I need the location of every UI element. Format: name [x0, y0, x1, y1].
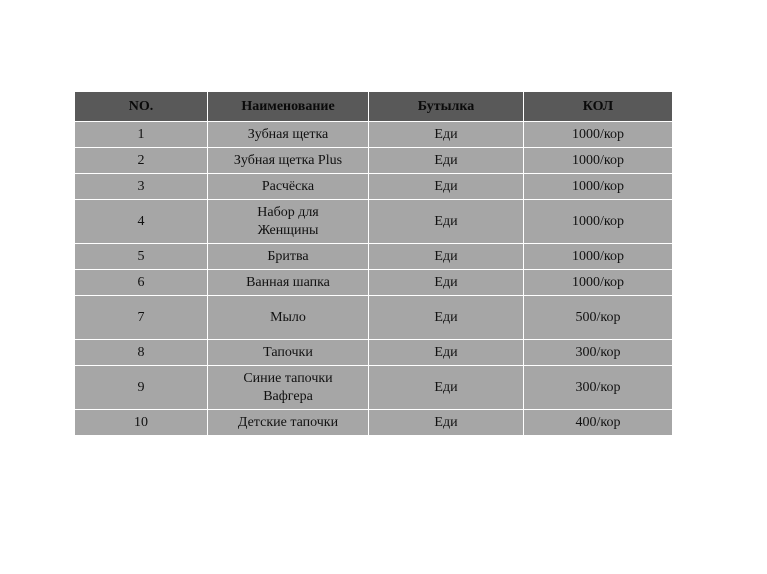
cell-bottle: Еди [369, 122, 524, 148]
cell-no: 10 [75, 410, 208, 436]
cell-name [208, 270, 369, 296]
cell-qty: 1000/кор [524, 244, 673, 270]
cell-bottle: Еди [369, 366, 524, 410]
cell-qty: 1000/кор [524, 174, 673, 200]
cell-qty: 1000/кор [524, 122, 673, 148]
cell-qty: 1000/кор [524, 200, 673, 244]
cell-qty: 300/кор [524, 366, 673, 410]
header-qty: КОЛ [524, 92, 673, 122]
cell-no: 2 [75, 148, 208, 174]
cell-qty: 500/кор [524, 296, 673, 340]
cell-bottle: Еди [369, 296, 524, 340]
cell-qty: 400/кор [524, 410, 673, 436]
table-row [75, 244, 673, 270]
cell-name-text: Детские тапочки [237, 414, 339, 430]
cell-name [208, 122, 369, 148]
cell-name-text: Зубная щетка [247, 126, 329, 142]
cell-bottle: Еди [369, 244, 524, 270]
table-row [75, 270, 673, 296]
cell-no: 4 [75, 200, 208, 244]
table-row [75, 410, 673, 436]
cell-name-text: Синие тапочки Вафгера [243, 370, 333, 404]
cell-bottle: Еди [369, 270, 524, 296]
table-row [75, 340, 673, 366]
cell-bottle: Еди [369, 148, 524, 174]
table-row [75, 174, 673, 200]
cell-no: 7 [75, 296, 208, 340]
cell-name [208, 244, 369, 270]
cell-name [208, 148, 369, 174]
cell-name [208, 174, 369, 200]
cell-name-text: Бритва [267, 248, 309, 264]
cell-name [208, 340, 369, 366]
cell-bottle: Еди [369, 410, 524, 436]
product-table [74, 91, 673, 436]
cell-name-text: Тапочки [263, 344, 313, 360]
cell-no: 5 [75, 244, 208, 270]
table-header-row [75, 92, 673, 122]
cell-no: 9 [75, 366, 208, 410]
cell-name-text: Мыло [270, 309, 306, 325]
table-row [75, 122, 673, 148]
cell-no: 1 [75, 122, 208, 148]
cell-no: 3 [75, 174, 208, 200]
cell-no: 6 [75, 270, 208, 296]
cell-name [208, 200, 369, 244]
table-row [75, 200, 673, 244]
header-no: NO. [75, 92, 208, 122]
cell-bottle: Еди [369, 174, 524, 200]
cell-bottle: Еди [369, 340, 524, 366]
cell-name-text: Ванная шапка [246, 274, 330, 290]
cell-qty: 300/кор [524, 340, 673, 366]
cell-name-text: Набор для Женщины [257, 204, 319, 238]
table-body [75, 122, 673, 436]
table-row [75, 366, 673, 410]
cell-name [208, 410, 369, 436]
table-row [75, 148, 673, 174]
cell-qty: 1000/кор [524, 148, 673, 174]
header-bottle: Бутылка [369, 92, 524, 122]
header-name: Наименование [208, 92, 369, 122]
cell-name-text: Зубная щетка Plus [233, 152, 343, 168]
cell-name-text: Расчёска [261, 178, 315, 194]
cell-bottle: Еди [369, 200, 524, 244]
cell-name [208, 296, 369, 340]
table-row [75, 296, 673, 340]
cell-name [208, 366, 369, 410]
cell-qty: 1000/кор [524, 270, 673, 296]
cell-no: 8 [75, 340, 208, 366]
